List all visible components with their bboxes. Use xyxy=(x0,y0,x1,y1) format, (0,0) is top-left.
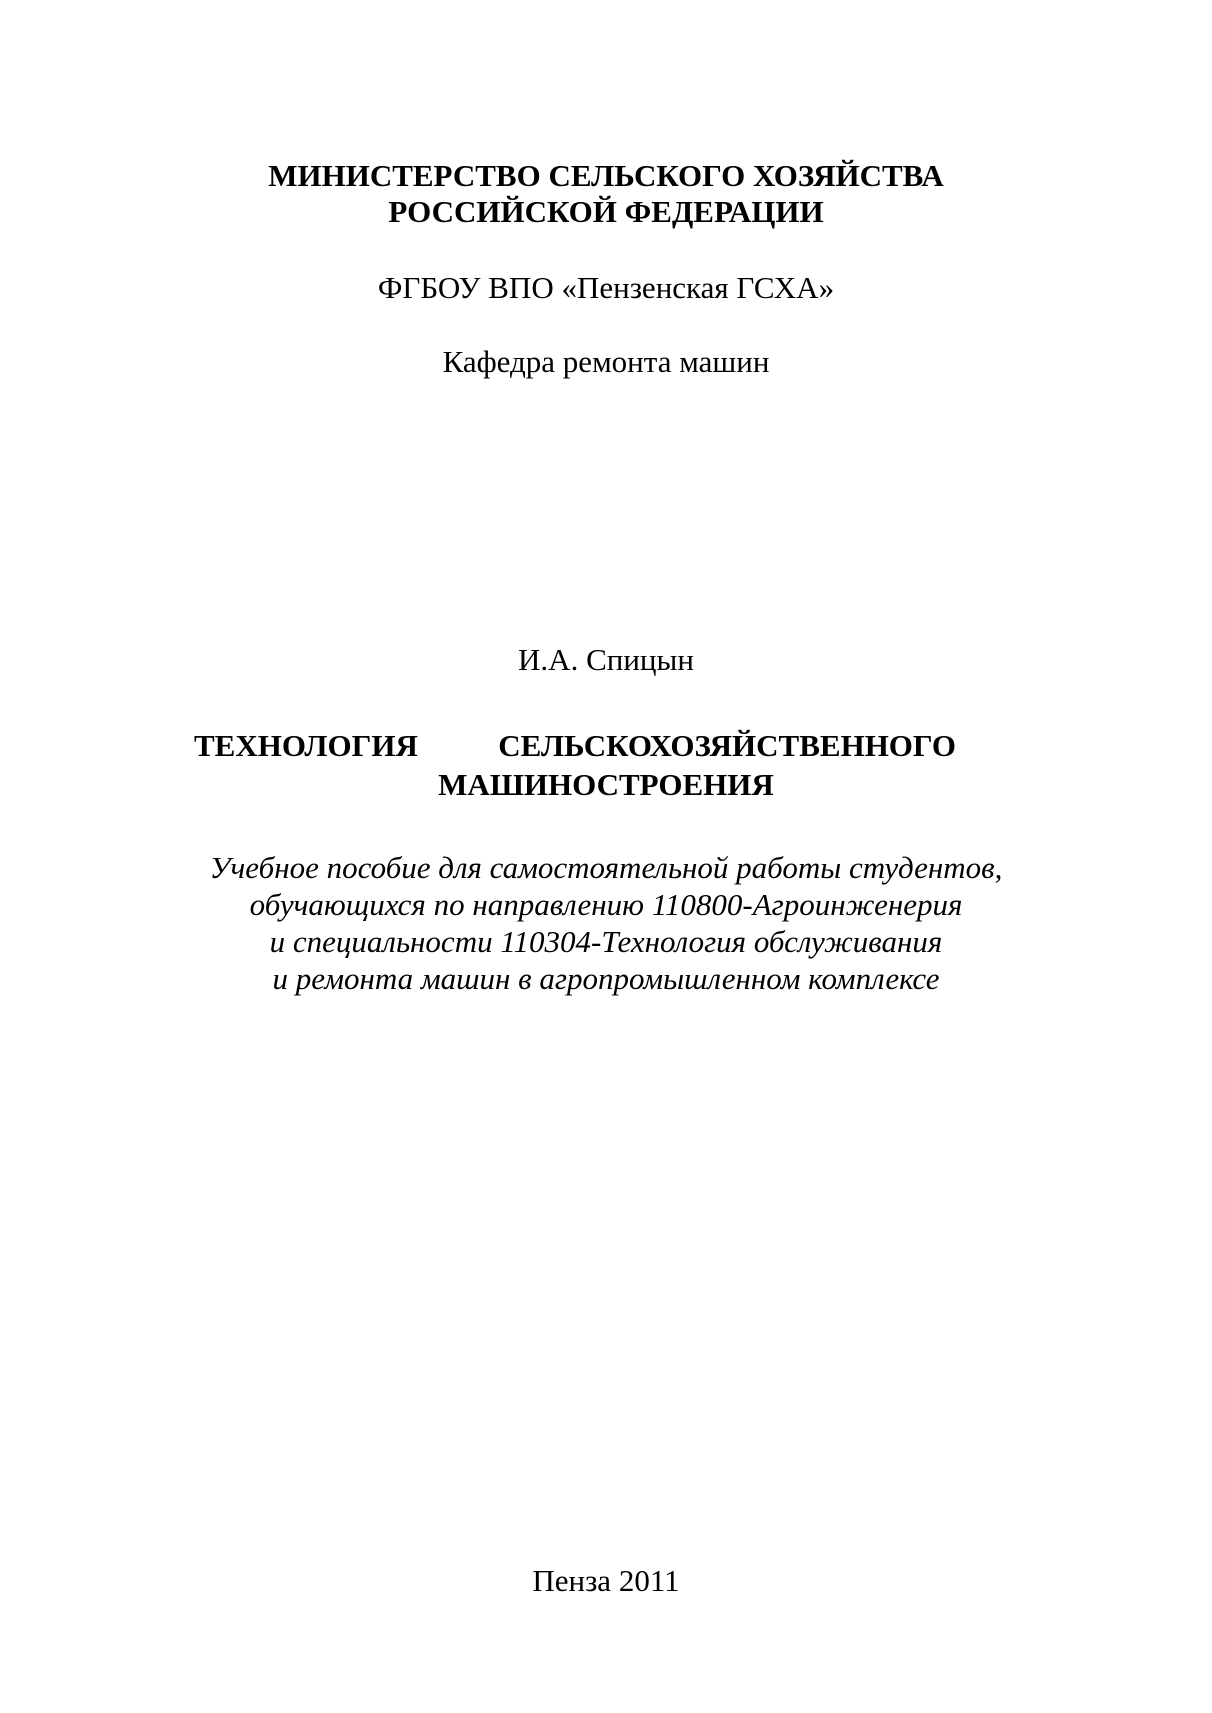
subtitle-line-1: Учебное пособие для самостоятельной работы студентов, xyxy=(209,850,1003,885)
book-title-line-1 xyxy=(194,728,956,764)
ministry-name-line-1: МИНИСТЕРСТВО СЕЛЬСКОГО ХОЗЯЙСТВА xyxy=(268,158,944,193)
publication-place-year: Пенза 2011 xyxy=(532,1563,680,1598)
ministry-name-line-2: РОССИЙСКОЙ ФЕДЕРАЦИИ xyxy=(388,194,824,229)
book-title-word-2: СЕЛЬСКОХОЗЯЙСТВЕННОГО xyxy=(498,728,956,763)
book-title-word-1: ТЕХНОЛОГИЯ xyxy=(194,728,418,763)
subtitle-line-2: обучающихся по направлению 110800-Агроинженерия xyxy=(249,887,963,922)
book-title-line-2: МАШИНОСТРОЕНИЯ xyxy=(438,767,774,802)
subtitle-line-4: и ремонта машин в агропромышленном комплексе xyxy=(272,961,940,996)
subtitle-line-3: и специальности 110304-Технология обслуживания xyxy=(269,924,943,959)
department-name: Кафедра ремонта машин xyxy=(442,344,770,379)
organization-name: ФГБОУ ВПО «Пензенская ГСХА» xyxy=(377,270,835,305)
author-name: И.А. Спицын xyxy=(518,642,694,677)
